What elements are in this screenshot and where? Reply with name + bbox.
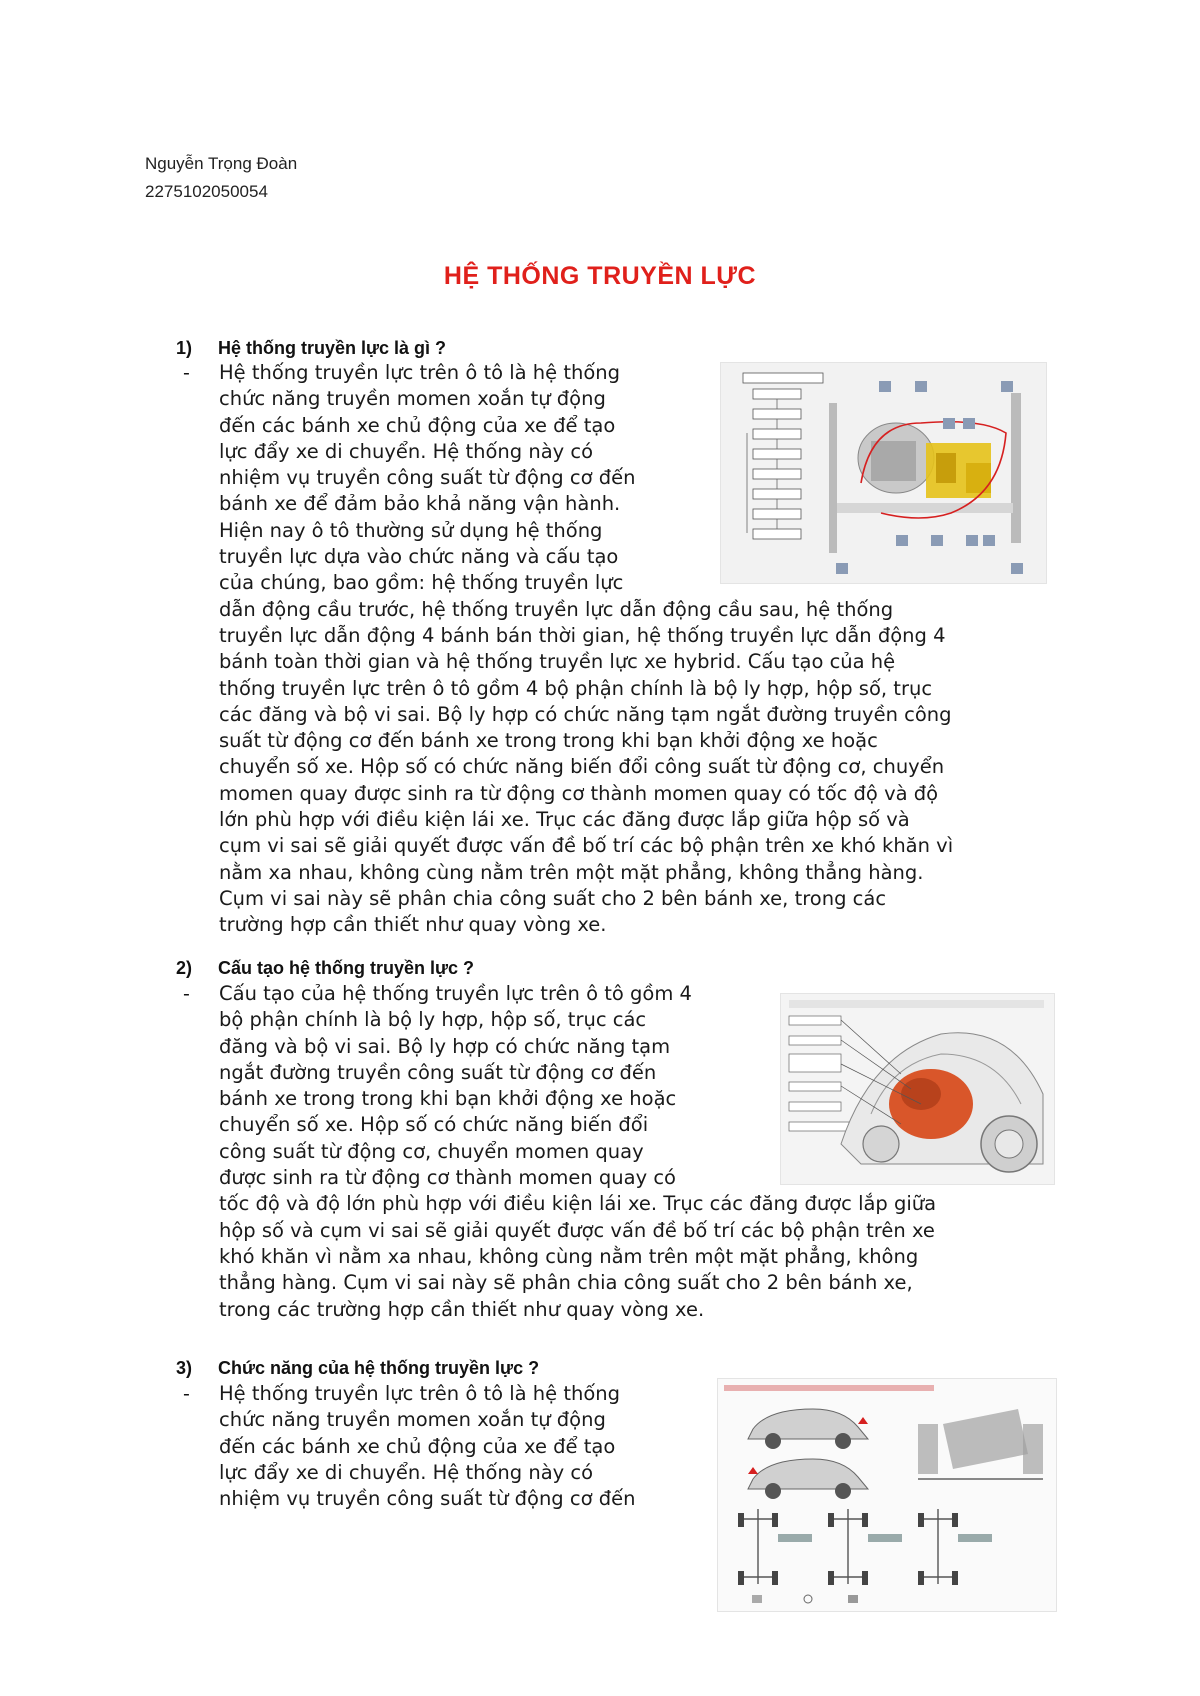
text-line: được sinh ra từ động cơ thành momen quay có bbox=[219, 1166, 676, 1190]
section-number: 1) bbox=[176, 338, 193, 358]
text-line: cụm vi sai sẽ giải quyết được vấn đề bố trí các bộ phận trên xe khó khăn vì bbox=[219, 834, 954, 858]
text-line: bánh toàn thời gian và hệ thống truyền lực xe hybrid. Cấu tạo của hệ bbox=[219, 650, 896, 674]
text-line: chuyển số xe. Hộp số có chức năng biến đổi công suất từ động cơ, chuyển bbox=[219, 755, 945, 779]
text-line: Cụm vi sai này sẽ phân chia công suất cho 2 bên bánh xe, trong các bbox=[219, 886, 887, 910]
author-name: Nguyễn Trọng Đoàn bbox=[145, 154, 298, 173]
bullet-dash: - bbox=[183, 983, 190, 1005]
four-wheel-drive-layouts-image bbox=[717, 1378, 1057, 1612]
text-line: thống truyền lực trên ô tô gồm 4 bộ phận chính là bộ ly hợp, hộp số, trục bbox=[219, 676, 933, 700]
text-line: dẫn động cầu trước, hệ thống truyền lực dẫn động cầu sau, hệ thống bbox=[219, 597, 894, 621]
text-line: lớn phù hợp với điều kiện lái xe. Trục các đăng được lắp giữa hộp số và bbox=[219, 808, 910, 832]
text-line: công suất từ động cơ, chuyển momen quay bbox=[219, 1139, 644, 1163]
text-line: thẳng hàng. Cụm vi sai này sẽ phân chia công suất cho 2 bên bánh xe, bbox=[219, 1271, 913, 1295]
text-line: của chúng, bao gồm: hệ thống truyền lực bbox=[219, 571, 624, 595]
bullet-dash: - bbox=[183, 362, 190, 384]
text-line: khó khăn vì nằm xa nhau, không cùng nằm trên một mặt phẳng, không bbox=[219, 1244, 919, 1268]
text-line: ngắt đường truyền công suất từ động cơ đến bbox=[219, 1060, 657, 1084]
text-line: bánh xe để đảm bảo khả năng vận hành. bbox=[219, 492, 621, 516]
text-line: Hệ thống truyền lực trên ô tô là hệ thống bbox=[219, 1382, 621, 1405]
text-line: suất từ động cơ đến bánh xe trong trong khi bạn khởi động xe hoặc bbox=[219, 729, 878, 753]
text-line: bộ phận chính là bộ ly hợp, hộp số, trục các bbox=[219, 1008, 647, 1032]
text-line: đăng và bộ vi sai. Bộ ly hợp có chức năng tạm bbox=[219, 1034, 671, 1058]
section-number: 2) bbox=[176, 958, 193, 978]
text-line: trong các trường hợp cần thiết như quay vòng xe. bbox=[219, 1297, 705, 1321]
text-line: chức năng truyền momen xoắn tự động bbox=[219, 1408, 606, 1432]
engine-cutaway-image bbox=[780, 993, 1055, 1185]
text-line: nhiệm vụ truyền công suất từ động cơ đến bbox=[219, 1487, 636, 1511]
text-line: nhiệm vụ truyền công suất từ động cơ đến bbox=[219, 466, 636, 490]
text-line: truyền lực dựa vào chức năng và cấu tạo bbox=[219, 545, 619, 569]
section-number: 3) bbox=[176, 1358, 193, 1378]
text-line: chuyển số xe. Hộp số có chức năng biến đổi bbox=[219, 1113, 649, 1137]
text-line: chức năng truyền momen xoắn tự động bbox=[219, 387, 606, 411]
section-title: Hệ thống truyền lực là gì ? bbox=[218, 338, 447, 358]
text-line: tốc độ và độ lớn phù hợp với điều kiện lái xe. Trục các đăng được lắp giữa bbox=[219, 1192, 937, 1216]
section-3-paragraph bbox=[219, 1381, 635, 1512]
text-line: Hiện nay ô tô thường sử dụng hệ thống bbox=[219, 518, 603, 542]
author-block bbox=[145, 150, 297, 206]
text-line: các đăng và bộ vi sai. Bộ ly hợp có chức năng tạm ngắt đường truyền công bbox=[219, 702, 952, 726]
section-3-heading bbox=[176, 1358, 539, 1379]
text-line: momen quay được sinh ra từ động cơ thành momen quay có tốc độ và độ bbox=[219, 781, 939, 805]
four-wheel-drive-layouts-illustration bbox=[718, 1379, 1056, 1611]
text-line: lực đẩy xe di chuyển. Hệ thống này có bbox=[219, 1460, 594, 1484]
section-1-heading bbox=[176, 338, 446, 359]
text-line: đến các bánh xe chủ động của xe để tạo bbox=[219, 413, 616, 437]
text-line: nằm xa nhau, không cùng nằm trên một mặt phẳng, không thẳng hàng. bbox=[219, 860, 924, 884]
drivetrain-diagram-illustration bbox=[721, 363, 1046, 583]
text-line: đến các bánh xe chủ động của xe để tạo bbox=[219, 1434, 616, 1458]
text-line: truyền lực dẫn động 4 bánh bán thời gian, hệ thống truyền lực dẫn động 4 bbox=[219, 623, 946, 647]
student-id: 2275102050054 bbox=[145, 182, 268, 201]
section-title: Cấu tạo hệ thống truyền lực ? bbox=[218, 958, 475, 978]
drivetrain-diagram-image bbox=[720, 362, 1047, 584]
text-line: bánh xe trong trong khi bạn khởi động xe hoặc bbox=[219, 1087, 677, 1111]
section-2-heading bbox=[176, 958, 474, 979]
text-line: lực đẩy xe di chuyển. Hệ thống này có bbox=[219, 439, 594, 463]
text-line: Cấu tạo của hệ thống truyền lực trên ô tô gồm 4 bbox=[219, 982, 692, 1005]
text-line: Hệ thống truyền lực trên ô tô là hệ thống bbox=[219, 361, 621, 384]
text-line: hộp số và cụm vi sai sẽ giải quyết được vấn đề bố trí các bộ phận trên xe bbox=[219, 1218, 935, 1242]
engine-cutaway-illustration bbox=[781, 994, 1054, 1184]
text-line: trường hợp cần thiết như quay vòng xe. bbox=[219, 913, 607, 937]
document-title: HỆ THỐNG TRUYỀN LỰC bbox=[443, 262, 757, 290]
bullet-dash: - bbox=[183, 1383, 190, 1405]
section-title: Chức năng của hệ thống truyền lực ? bbox=[218, 1358, 540, 1378]
